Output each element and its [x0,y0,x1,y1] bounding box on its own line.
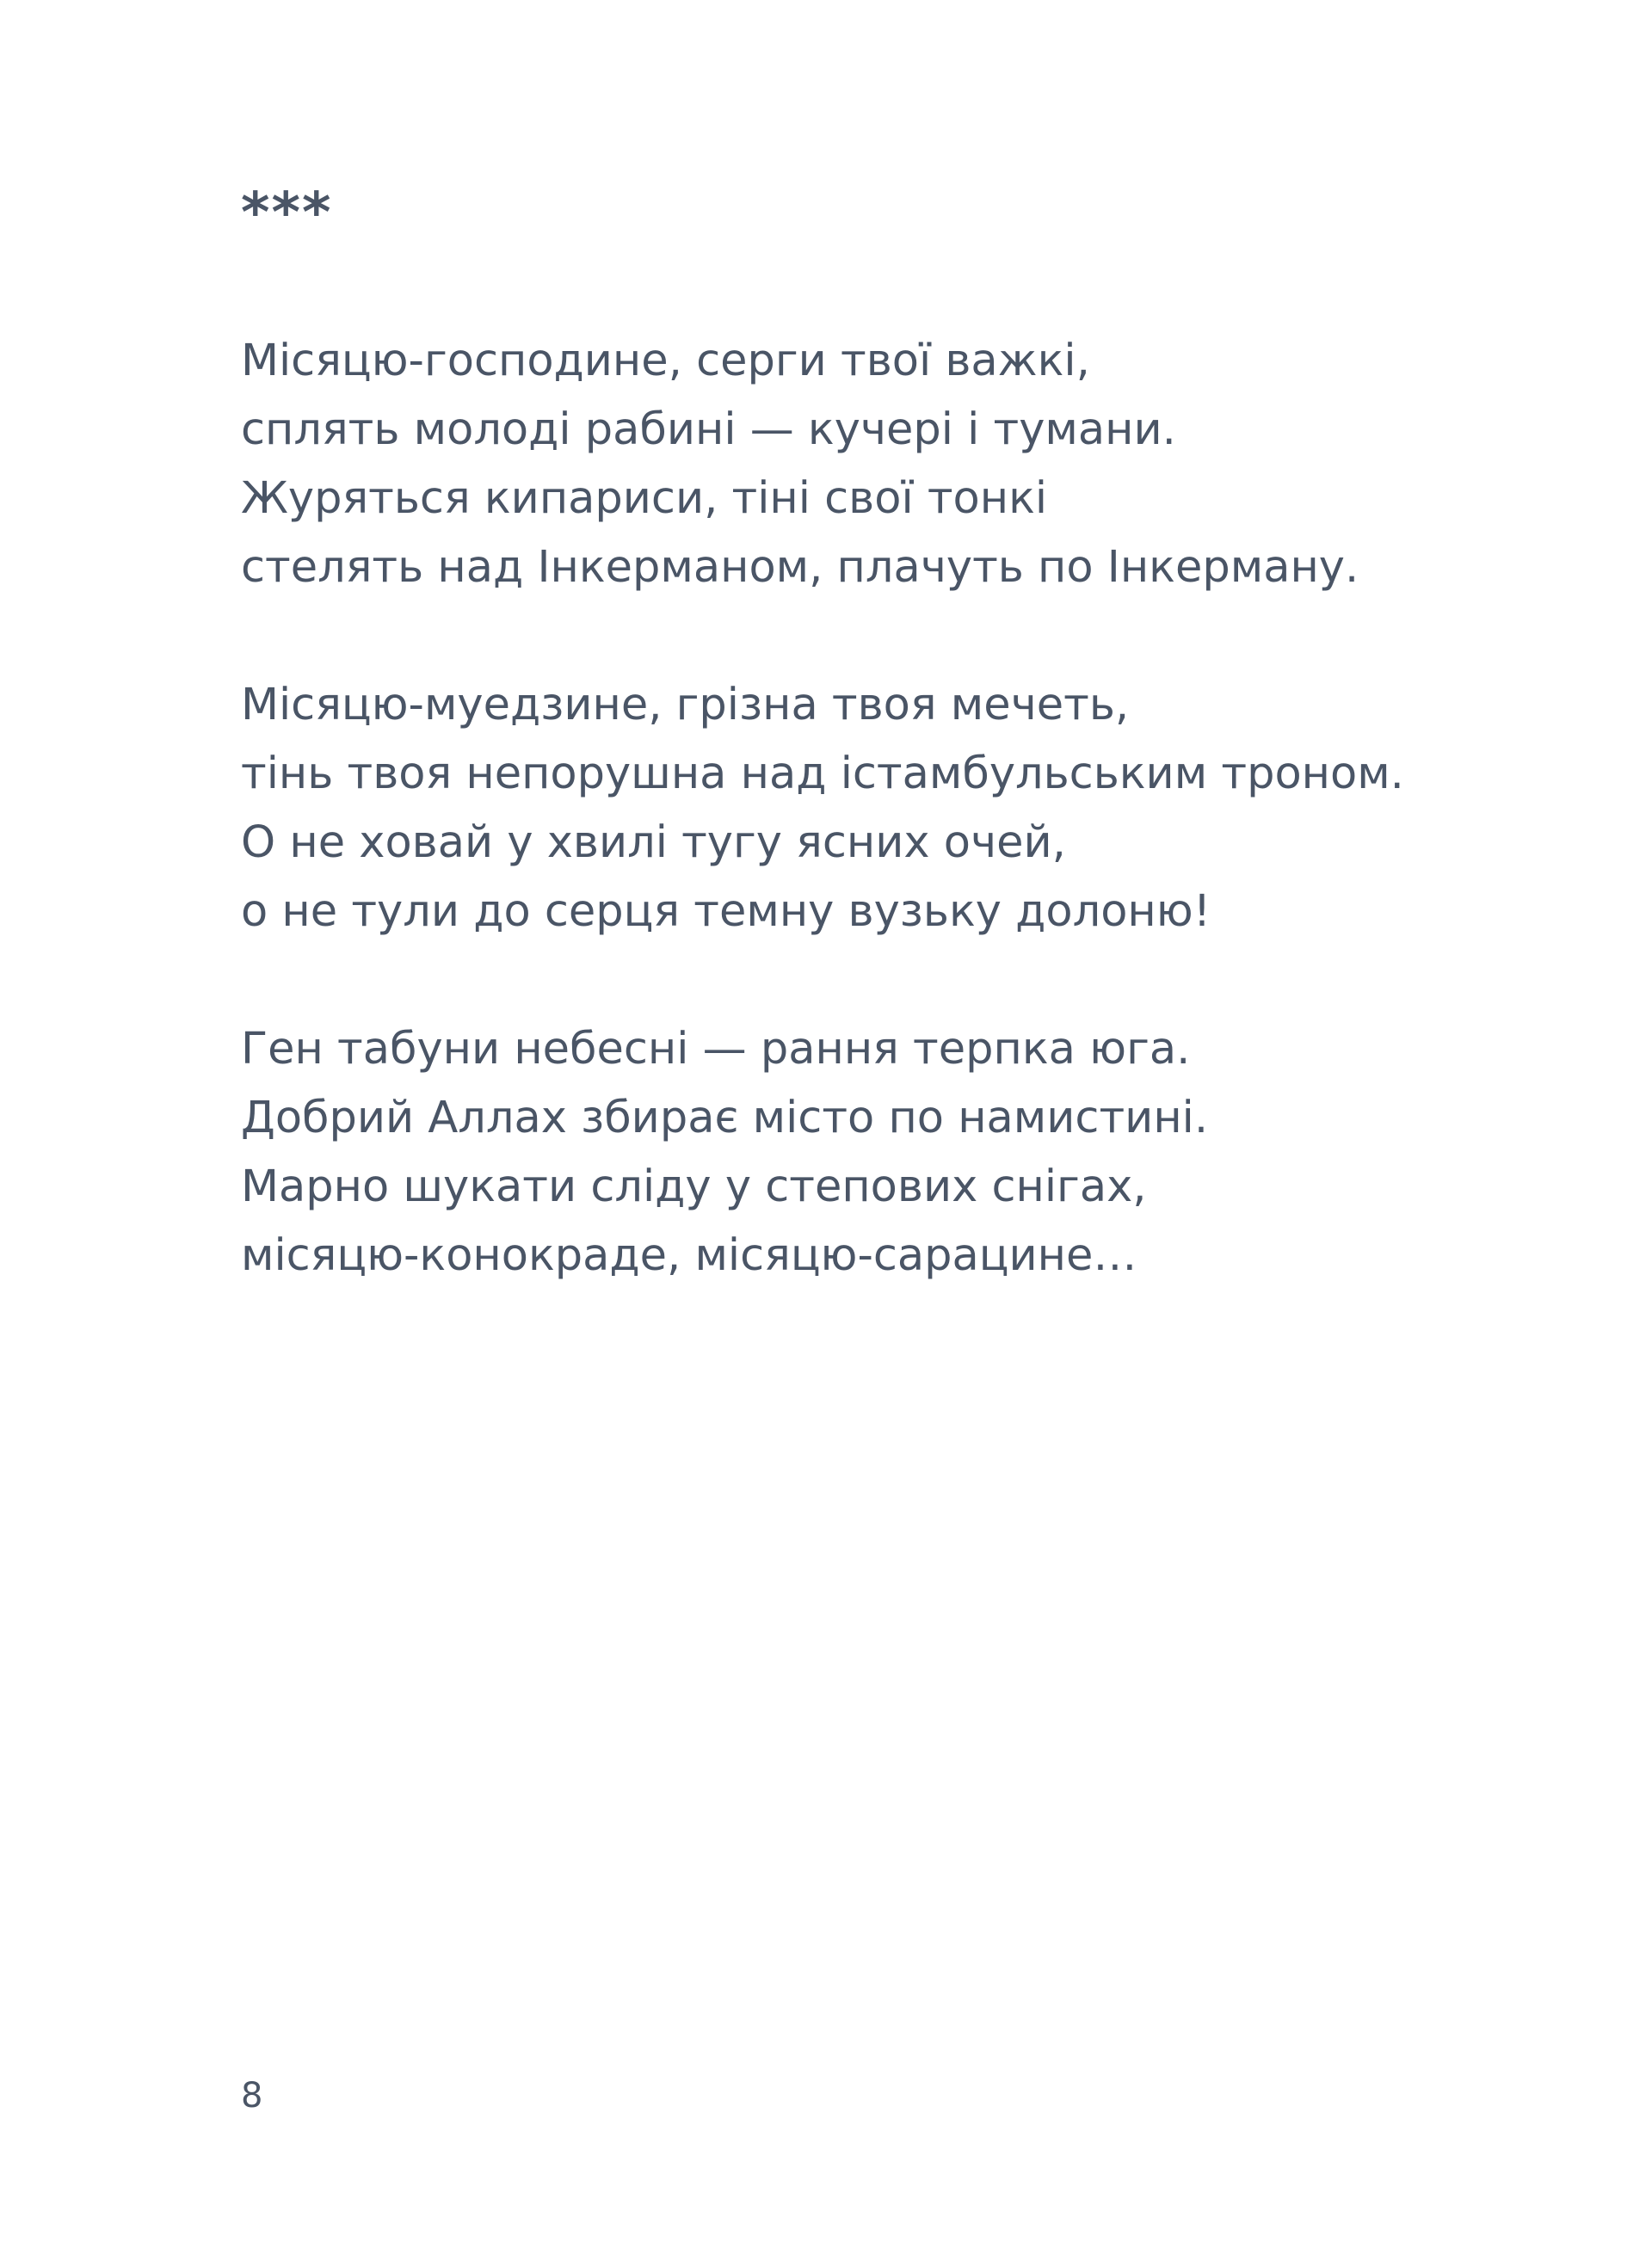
poem-line: Журяться кипариси, тіні свої тонкі [241,473,1048,524]
poem-line: сплять молоді рабині — кучері і тумани. [241,404,1176,455]
stanza-2 [241,671,1497,946]
section-ornament: *** [241,182,333,245]
page-number: 8 [241,2076,263,2116]
stanza-1 [241,327,1497,602]
poem-line: Марно шукати сліду у степових снігах, [241,1161,1147,1212]
poem-line: Ген табуни небесні — рання терпка юга. [241,1024,1191,1075]
poem-line: Місяцю-господине, серги твої важкі, [241,336,1090,386]
stanza-3 [241,1015,1497,1290]
poem-line: О не ховай у хвилі тугу ясних очей, [241,817,1066,868]
poem-line: Місяцю-муедзине, грізна твоя мечеть, [241,680,1130,730]
poem-line: тінь твоя непорушна над істамбульським троном. [241,748,1404,799]
poem [241,327,1497,1359]
poem-line: Добрий Аллах збирає місто по намистині. [241,1093,1209,1143]
poem-line: стелять над Інкерманом, плачуть по Інкерману. [241,542,1359,593]
poem-line: місяцю-конокраде, місяцю-сарацине… [241,1230,1137,1281]
poem-line: о не тули до серця темну вузьку долоню! [241,886,1211,937]
